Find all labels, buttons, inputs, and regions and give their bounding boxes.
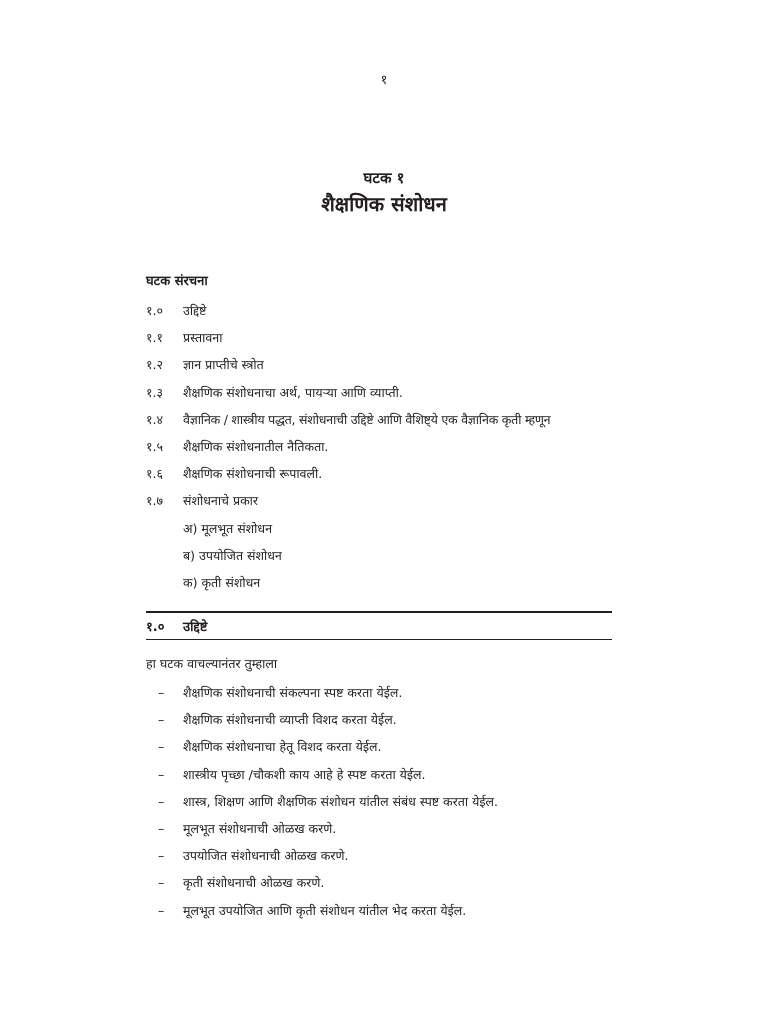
section-number: १.० xyxy=(146,620,165,635)
toc-item xyxy=(146,460,616,487)
toc-item-number: १.७ xyxy=(146,493,163,509)
toc-item-text: वैज्ञानिक / शास्त्रीय पद्धत, संशोधनाची उद्दिष्टे आणि वैशिष्ट्ये एक वैज्ञानिक कृती म्हणून xyxy=(183,411,551,427)
toc-item-text: शैक्षणिक संशोधनाचा अर्थ, पायऱ्या आणि व्याप्ती. xyxy=(183,384,403,400)
page-number: १ xyxy=(380,73,388,88)
objective-item xyxy=(146,869,616,896)
toc-item-number: १.१ xyxy=(146,330,163,346)
objective-item xyxy=(146,842,616,869)
toc-item-number: १.२ xyxy=(146,357,163,373)
objective-text: शैक्षणिक संशोधनाची संकल्पना स्पष्ट करता येईल. xyxy=(183,685,403,700)
objective-item xyxy=(146,706,616,733)
section-title: उद्दिष्टे xyxy=(183,620,208,635)
toc-item-number: १.६ xyxy=(146,466,163,482)
objective-text: मूलभूत संशोधनाची ओळख करणे. xyxy=(183,820,337,836)
dash-bullet: – xyxy=(158,848,165,864)
objective-text: शैक्षणिक संशोधनाची व्याप्ती विशद करता येईल. xyxy=(183,712,397,728)
toc-item xyxy=(146,297,616,324)
dash-bullet: – xyxy=(158,739,165,755)
objective-text: कृती संशोधनाची ओळख करणे. xyxy=(183,875,325,891)
objective-text: शैक्षणिक संशोधनाचा हेतू विशद करता येईल. xyxy=(183,739,382,755)
dash-bullet: – xyxy=(158,820,165,836)
toc-item xyxy=(146,324,616,351)
objective-text: शास्त्रीय पृच्छा /चौकशी काय आहे हे स्पष्ट करता येईल. xyxy=(183,766,426,782)
toc-item xyxy=(146,351,616,378)
unit-label: घटक १ xyxy=(363,169,405,187)
toc-item-number: १.० xyxy=(146,303,163,318)
unit-structure xyxy=(146,270,616,596)
dash-bullet: – xyxy=(158,793,165,809)
objectives-intro: हा घटक वाचल्यानंतर तुम्हाला xyxy=(146,656,278,671)
dash-bullet: – xyxy=(158,875,165,891)
objectives-list xyxy=(146,652,616,924)
dash-bullet: – xyxy=(158,712,165,728)
toc-subitem: अ) मूलभूत संशोधन xyxy=(183,520,273,536)
dash-bullet: – xyxy=(158,766,165,782)
toc-item-number: १.४ xyxy=(146,411,163,427)
toc-item-text: शैक्षणिक संशोधनातील नैतिकता. xyxy=(183,438,329,454)
toc-item-text: प्रस्तावना xyxy=(183,330,223,346)
objective-text: शास्त्र, शिक्षण आणि शैक्षणिक संशोधन यांतील संबंध स्पष्ट करता येईल. xyxy=(183,793,498,809)
section-heading xyxy=(146,611,612,640)
objective-item xyxy=(146,733,616,760)
toc-subitem: ब) उपयोजित संशोधन xyxy=(183,547,282,563)
toc-item-text: ज्ञान प्राप्तीचे स्त्रोत xyxy=(183,357,264,373)
toc-item-number: १.५ xyxy=(146,438,163,454)
objective-item xyxy=(146,788,616,815)
dash-bullet: – xyxy=(158,685,165,700)
toc-item xyxy=(146,406,616,433)
objective-text: मूलभूत उपयोजित आणि कृती संशोधन यांतील भेद करता येईल. xyxy=(183,902,467,918)
unit-title: शैक्षणिक संशोधन xyxy=(321,192,447,216)
objective-item xyxy=(146,761,616,788)
objective-text: उपयोजित संशोधनाची ओळख करणे. xyxy=(183,848,349,864)
toc-item xyxy=(146,487,616,514)
structure-heading: घटक संरचना xyxy=(146,274,208,289)
objective-item xyxy=(146,815,616,842)
objective-item xyxy=(146,679,616,706)
toc-item-text: उद्दिष्टे xyxy=(183,303,207,318)
toc-subitem: क) कृती संशोधन xyxy=(183,574,261,590)
toc-item-text: शैक्षणिक संशोधनाची रूपावली. xyxy=(183,466,323,482)
objective-item xyxy=(146,897,616,924)
dash-bullet: – xyxy=(158,902,165,918)
toc-item-number: १.३ xyxy=(146,384,163,400)
toc-item-text: संशोधनाचे प्रकार xyxy=(183,493,259,509)
toc-item xyxy=(146,379,616,406)
toc-item xyxy=(146,433,616,460)
